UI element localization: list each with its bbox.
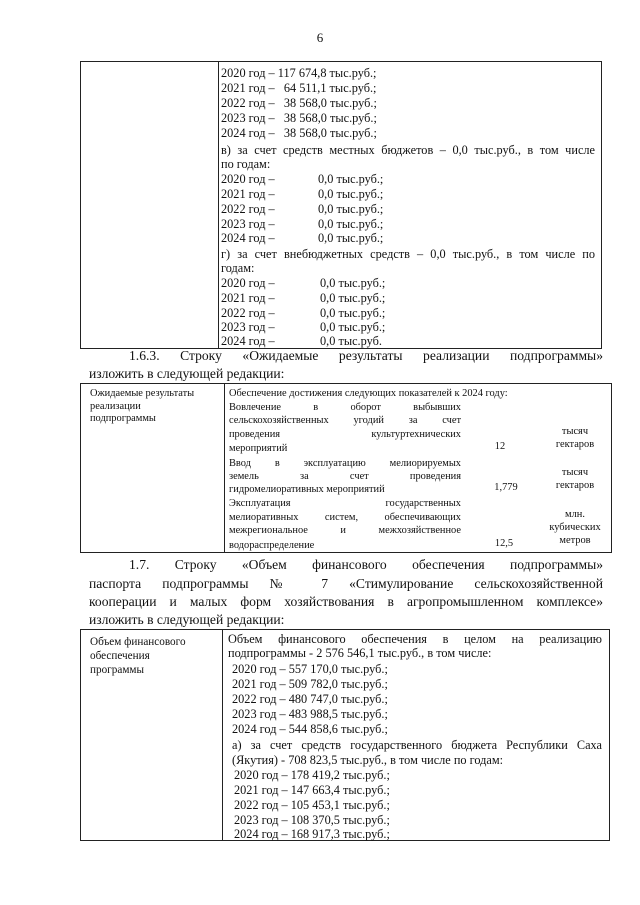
indicator-3-unit-2: кубических	[549, 522, 601, 533]
indicator-1-text-1: Вовлечение в оборот выбывших	[229, 402, 461, 413]
indicator-2-text-2: земель за счет проведения	[229, 471, 461, 482]
expected-results-label-2: реализации	[90, 401, 141, 412]
indicator-1-text-4: мероприятий	[229, 443, 288, 454]
paragraph-1-6-3-cont: изложить в следующей редакции:	[89, 366, 285, 381]
page-number: 6	[316, 30, 324, 45]
total-year-2024: 2024 год – 544 858,6 тыс.руб.;	[232, 722, 388, 736]
expected-results-label-1: Ожидаемые результаты	[90, 388, 195, 399]
indicator-1-value: 12	[494, 441, 506, 452]
extra-amount-2023: 0,0 тыс.руб.;	[320, 320, 386, 334]
rb-year-2024: 2024 год – 38 568,0 тыс.руб.;	[221, 126, 377, 140]
paragraph-1-6-3: 1.6.3. Строку «Ожидаемые результаты реализации подпрограммы»	[129, 348, 603, 363]
column-divider	[222, 630, 223, 840]
extra-year-2024: 2024 год –	[221, 334, 275, 348]
indicator-3-text-4: водораспределение	[229, 540, 315, 551]
indicator-2-text-3: гидромелиоративных мероприятий	[229, 484, 385, 495]
state-budget-heading: а) за счет средств государственного бюджета Республики Саха	[232, 738, 602, 752]
state-year-2023: 2023 год – 108 370,5 тыс.руб.;	[234, 813, 390, 827]
funding-label-2: обеспечения	[90, 650, 150, 662]
local-amount-2024: 0,0 тыс.руб.;	[318, 231, 384, 245]
extra-year-2020: 2020 год –	[221, 276, 275, 290]
indicator-1-text-2: сельскохозяйственных угодий за счет	[229, 415, 461, 426]
indicator-1-unit-1: тысяч	[561, 426, 589, 437]
total-year-2020: 2020 год – 557 170,0 тыс.руб.;	[232, 662, 388, 676]
indicator-2-unit-1: тысяч	[561, 467, 589, 478]
indicator-2-value: 1,779	[494, 482, 518, 493]
funding-label-1: Объем финансового	[90, 636, 186, 648]
indicator-3-unit-3: метров	[559, 535, 591, 546]
column-divider	[224, 384, 225, 552]
local-year-2021: 2021 год –	[221, 187, 275, 201]
local-budget-heading-cont: по годам:	[221, 157, 271, 171]
funding-label-3: программы	[90, 664, 144, 676]
local-year-2022: 2022 год –	[221, 202, 275, 216]
paragraph-1-7-line4: изложить в следующей редакции:	[89, 612, 285, 627]
total-year-2023: 2023 год – 483 988,5 тыс.руб.;	[232, 707, 388, 721]
total-year-2022: 2022 год – 480 747,0 тыс.руб.;	[232, 692, 388, 706]
total-funding-heading-cont: подпрограммы - 2 576 546,1 тыс.руб., в том числе:	[228, 646, 492, 660]
extra-year-2021: 2021 год –	[221, 291, 275, 305]
extrabudget-heading-cont: годам:	[221, 261, 255, 275]
local-year-2020: 2020 год –	[221, 172, 275, 186]
paragraph-1-7-line2: паспорта подпрограммы № 7 «Стимулирование сельскохозяйственной	[89, 576, 603, 591]
rb-year-2022: 2022 год – 38 568,0 тыс.руб.;	[221, 96, 377, 110]
indicator-1-text-3: проведения культуртехнических	[229, 429, 461, 440]
local-year-2023: 2023 год –	[221, 217, 275, 231]
local-year-2024: 2024 год –	[221, 231, 275, 245]
column-divider	[218, 62, 219, 348]
indicator-3-unit-1: млн.	[565, 509, 585, 520]
indicator-3-text-1: Эксплуатация государственных	[229, 498, 461, 509]
extra-year-2022: 2022 год –	[221, 306, 275, 320]
local-amount-2021: 0,0 тыс.руб.;	[318, 187, 384, 201]
state-year-2024: 2024 год – 168 917,3 тыс.руб.;	[234, 827, 390, 841]
expected-results-label-3: подпрограммы	[90, 413, 156, 424]
rb-year-2020: 2020 год – 117 674,8 тыс.руб.;	[221, 66, 377, 80]
local-amount-2022: 0,0 тыс.руб.;	[318, 202, 384, 216]
state-year-2020: 2020 год – 178 419,2 тыс.руб.;	[234, 768, 390, 782]
extra-amount-2021: 0,0 тыс.руб.;	[320, 291, 386, 305]
expected-results-intro: Обеспечение достижения следующих показателей к 2024 году:	[229, 388, 508, 399]
local-budget-heading: в) за счет средств местных бюджетов – 0,0 тыс.руб., в том числе	[221, 143, 595, 157]
indicator-1-unit-2: гектаров	[555, 439, 595, 450]
indicator-3-value: 12,5	[494, 538, 514, 549]
paragraph-1-7-line3: кооперации и малых форм хозяйствования в агропромышленном комплексе»	[89, 594, 603, 609]
local-amount-2023: 0,0 тыс.руб.;	[318, 217, 384, 231]
paragraph-1-7: 1.7. Строку «Объем финансового обеспечения подпрограммы»	[129, 557, 603, 572]
state-year-2022: 2022 год – 105 453,1 тыс.руб.;	[234, 798, 390, 812]
extra-year-2023: 2023 год –	[221, 320, 275, 334]
total-year-2021: 2021 год – 509 782,0 тыс.руб.;	[232, 677, 388, 691]
rb-year-2023: 2023 год – 38 568,0 тыс.руб.;	[221, 111, 377, 125]
indicator-3-text-3: межрегиональное и межхозяйственное	[229, 525, 461, 536]
extra-amount-2022: 0,0 тыс.руб.;	[320, 306, 386, 320]
extra-amount-2024: 0,0 тыс.руб.	[320, 334, 382, 348]
state-budget-heading-cont: (Якутия) - 708 823,5 тыс.руб., в том числе по годам:	[232, 753, 504, 767]
local-amount-2020: 0,0 тыс.руб.;	[318, 172, 384, 186]
indicator-3-text-2: мелиоративных систем, обеспечивающих	[229, 512, 461, 523]
indicator-2-text-1: Ввод в эксплуатацию мелиорируемых	[229, 458, 461, 469]
extrabudget-heading: г) за счет внебюджетных средств – 0,0 тыс.руб., в том числе по	[221, 247, 595, 261]
total-funding-heading: Объем финансового обеспечения в целом на реализацию	[228, 632, 602, 646]
state-year-2021: 2021 год – 147 663,4 тыс.руб.;	[234, 783, 390, 797]
indicator-2-unit-2: гектаров	[555, 480, 595, 491]
extra-amount-2020: 0,0 тыс.руб.;	[320, 276, 386, 290]
rb-year-2021: 2021 год – 64 511,1 тыс.руб.;	[221, 81, 377, 95]
